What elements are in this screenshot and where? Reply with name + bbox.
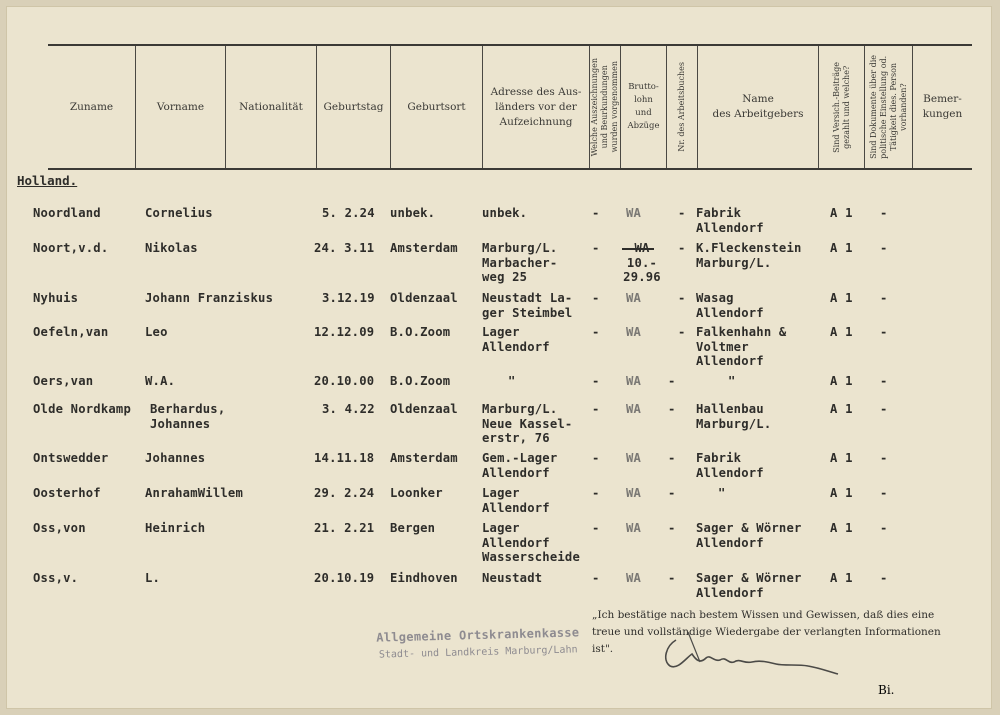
cell-zuname: Oosterhof (33, 486, 101, 500)
cell-arbeitgeber: " (718, 486, 726, 500)
cell-zuname: Nyhuis (33, 291, 79, 305)
cell-lohn: 10.- 29.96 (623, 255, 661, 284)
cell-geburtstag: 3.12.19 (322, 291, 375, 305)
header-geburtstag: Geburtstag (323, 100, 384, 113)
cell-geburtsort: B.O.Zoom (390, 325, 451, 339)
cell-arbeitsbuch: - (678, 291, 686, 305)
cell-auszeichnungen: - (592, 325, 600, 339)
cell-versich: A 1 (830, 206, 853, 220)
cell-versich: A 1 (830, 291, 853, 305)
cell-vorname: L. (145, 571, 161, 585)
section-title: Holland. (17, 173, 78, 188)
header-zuname: Zuname (69, 100, 114, 113)
cell-dokumente: - (880, 291, 888, 305)
header-arbeitsbuch: Nr. des Arbeitsbuches (677, 62, 686, 152)
cell-adresse: Neustadt La- ger Steimbel (482, 291, 573, 320)
cell-vorname: Leo (145, 325, 168, 339)
cell-versich: A 1 (830, 451, 853, 465)
cell-arbeitsbuch: - (678, 241, 686, 255)
header-arbeitgeber: Name des Arbeitgebers (712, 93, 804, 120)
strikethrough-mark (622, 248, 654, 250)
cell-arbeitsbuch: - (668, 486, 676, 500)
cell-versich: A 1 (830, 325, 853, 339)
footer-initials: Bi. (878, 683, 895, 697)
cell-auszeichnungen: - (592, 374, 600, 388)
cell-lohn: WA (626, 451, 642, 465)
cell-geburtsort: B.O.Zoom (390, 374, 451, 388)
signature-image (648, 628, 848, 678)
cell-vorname: Berhardus, Johannes (150, 402, 226, 431)
cell-arbeitsbuch: - (668, 571, 676, 585)
cell-lohn: WA (626, 402, 642, 416)
stamp-line-1: Allgemeine Ortskrankenkasse (376, 625, 580, 645)
cell-adresse: Neustadt (482, 571, 543, 585)
cell-arbeitgeber: Fabrik Allendorf (696, 451, 764, 480)
cell-auszeichnungen: - (592, 291, 600, 305)
cell-vorname: Johannes (145, 451, 206, 465)
cell-arbeitgeber: Wasag Allendorf (696, 291, 764, 320)
cell-lohn: WA (626, 521, 642, 535)
cell-versich: A 1 (830, 374, 853, 388)
cell-arbeitsbuch: - (668, 402, 676, 416)
cell-auszeichnungen: - (592, 402, 600, 416)
certification-text: „Ich bestätige nach bestem Wissen und Gewissen, daß dies eine treue und vollständige Wiedergabe der verlangten Informationen ist". (592, 609, 941, 655)
cell-dokumente: - (880, 451, 888, 465)
cell-versich: A 1 (830, 521, 853, 535)
cell-geburtstag: 3. 4.22 (322, 402, 375, 416)
stamp-line-2: Stadt- und Landkreis Marburg/Lahn (378, 644, 578, 661)
cell-versich: A 1 (830, 241, 853, 255)
header-bemerkungen: Bemer- kungen (922, 93, 963, 120)
cell-geburtstag: 20.10.19 (314, 571, 375, 585)
table-header (48, 44, 972, 170)
header-nationalitaet: Nationalität (239, 100, 303, 113)
cell-versich: A 1 (830, 402, 853, 416)
cell-lohn: WA (626, 486, 642, 500)
header-vorname: Vorname (156, 100, 205, 113)
cell-adresse: Marburg/L. Neue Kassel- erstr, 76 (482, 402, 573, 445)
cell-adresse: unbek. (482, 206, 528, 220)
cell-zuname: Olde Nordkamp (33, 402, 131, 416)
cell-vorname: Nikolas (145, 241, 198, 255)
cell-lohn: WA (626, 325, 642, 339)
cell-dokumente: - (880, 325, 888, 339)
cell-arbeitgeber: " (728, 374, 736, 388)
cell-geburtstag: 24. 3.11 (314, 241, 375, 255)
cell-zuname: Noort,v.d. (33, 241, 109, 255)
cell-auszeichnungen: - (592, 486, 600, 500)
cell-zuname: Noordland (33, 206, 101, 220)
cell-adresse: Marburg/L. Marbacher- weg 25 (482, 241, 558, 284)
header-adresse: Adresse des Aus- länders vor der Aufzeichnung (490, 85, 582, 128)
cell-dokumente: - (880, 402, 888, 416)
cell-geburtstag: 5. 2.24 (322, 206, 375, 220)
header-bruttolohn: Brutto- lohn und Abzüge (627, 82, 660, 131)
header-dokumente: Sind Dokumente über die politische Einstellung od. Tätigkeit dies. Person vorhanden? (868, 55, 908, 159)
cell-versich: A 1 (830, 486, 853, 500)
header-versich: Sind Versich.-Beiträge gezahlt und welche? (831, 61, 851, 153)
cell-dokumente: - (880, 571, 888, 585)
cell-adresse: Gem.-Lager Allendorf (482, 451, 558, 480)
cell-adresse: Lager Allendorf (482, 486, 550, 515)
cell-geburtstag: 12.12.09 (314, 325, 375, 339)
cell-arbeitgeber: Falkenhahn & Voltmer Allendorf (696, 325, 787, 368)
cell-auszeichnungen: - (592, 571, 600, 585)
cell-geburtsort: Amsterdam (390, 451, 458, 465)
cell-zuname: Oss,v. (33, 571, 79, 585)
cell-geburtstag: 21. 2.21 (314, 521, 375, 535)
insurance-stamp (368, 625, 589, 661)
cell-vorname: Heinrich (145, 521, 206, 535)
cell-arbeitgeber: Fabrik Allendorf (696, 206, 764, 235)
cell-dokumente: - (880, 206, 888, 220)
cell-arbeitsbuch: - (678, 325, 686, 339)
cell-vorname: W.A. (145, 374, 176, 388)
cell-vorname: AnrahamWillem (145, 486, 243, 500)
cell-geburtsort: unbek. (390, 206, 436, 220)
cell-adresse: Lager Allendorf Wasserscheide (482, 521, 580, 564)
cell-auszeichnungen: - (592, 451, 600, 465)
cell-adresse: Lager Allendorf (482, 325, 550, 354)
cell-geburtstag: 20.10.00 (314, 374, 375, 388)
header-geburtsort: Geburtsort (407, 100, 466, 113)
cell-arbeitsbuch: - (668, 451, 676, 465)
cell-lohn: WA (626, 291, 642, 305)
cell-lohn: WA (626, 571, 642, 585)
cell-geburtsort: Oldenzaal (390, 402, 458, 416)
cell-versich: A 1 (830, 571, 853, 585)
cell-geburtsort: Oldenzaal (390, 291, 458, 305)
cell-zuname: Ontswedder (33, 451, 109, 465)
cell-dokumente: - (880, 521, 888, 535)
cell-arbeitsbuch: - (668, 374, 676, 388)
header-auszeichnungen: Welche Auszeichnungen und Beurkundungen wurden vorgenommen (590, 57, 619, 157)
cell-zuname: Oers,van (33, 374, 94, 388)
cell-adresse: " (508, 374, 516, 388)
cell-arbeitgeber: Hallenbau Marburg/L. (696, 402, 772, 431)
cell-zuname: Oefeln,van (33, 325, 109, 339)
cell-vorname: Cornelius (145, 206, 213, 220)
cell-auszeichnungen: - (592, 206, 600, 220)
cell-geburtsort: Bergen (390, 521, 436, 535)
cell-dokumente: - (880, 374, 888, 388)
cell-geburtsort: Amsterdam (390, 241, 458, 255)
cell-geburtsort: Eindhoven (390, 571, 458, 585)
cell-arbeitgeber: K.Fleckenstein Marburg/L. (696, 241, 802, 270)
cell-arbeitgeber: Sager & Wörner Allendorf (696, 521, 802, 550)
cell-lohn: WA (626, 374, 642, 388)
cell-dokumente: - (880, 486, 888, 500)
cell-dokumente: - (880, 241, 888, 255)
cell-geburtstag: 14.11.18 (314, 451, 375, 465)
cell-arbeitsbuch: - (668, 521, 676, 535)
cell-auszeichnungen: - (592, 521, 600, 535)
cell-geburtsort: Loonker (390, 486, 443, 500)
cell-vorname: Johann Franziskus (145, 291, 274, 305)
cell-lohn: WA (626, 206, 642, 220)
cell-zuname: Oss,von (33, 521, 86, 535)
cell-auszeichnungen: - (592, 241, 600, 255)
cell-arbeitsbuch: - (678, 206, 686, 220)
cell-geburtstag: 29. 2.24 (314, 486, 375, 500)
cell-arbeitgeber: Sager & Wörner Allendorf (696, 571, 802, 600)
